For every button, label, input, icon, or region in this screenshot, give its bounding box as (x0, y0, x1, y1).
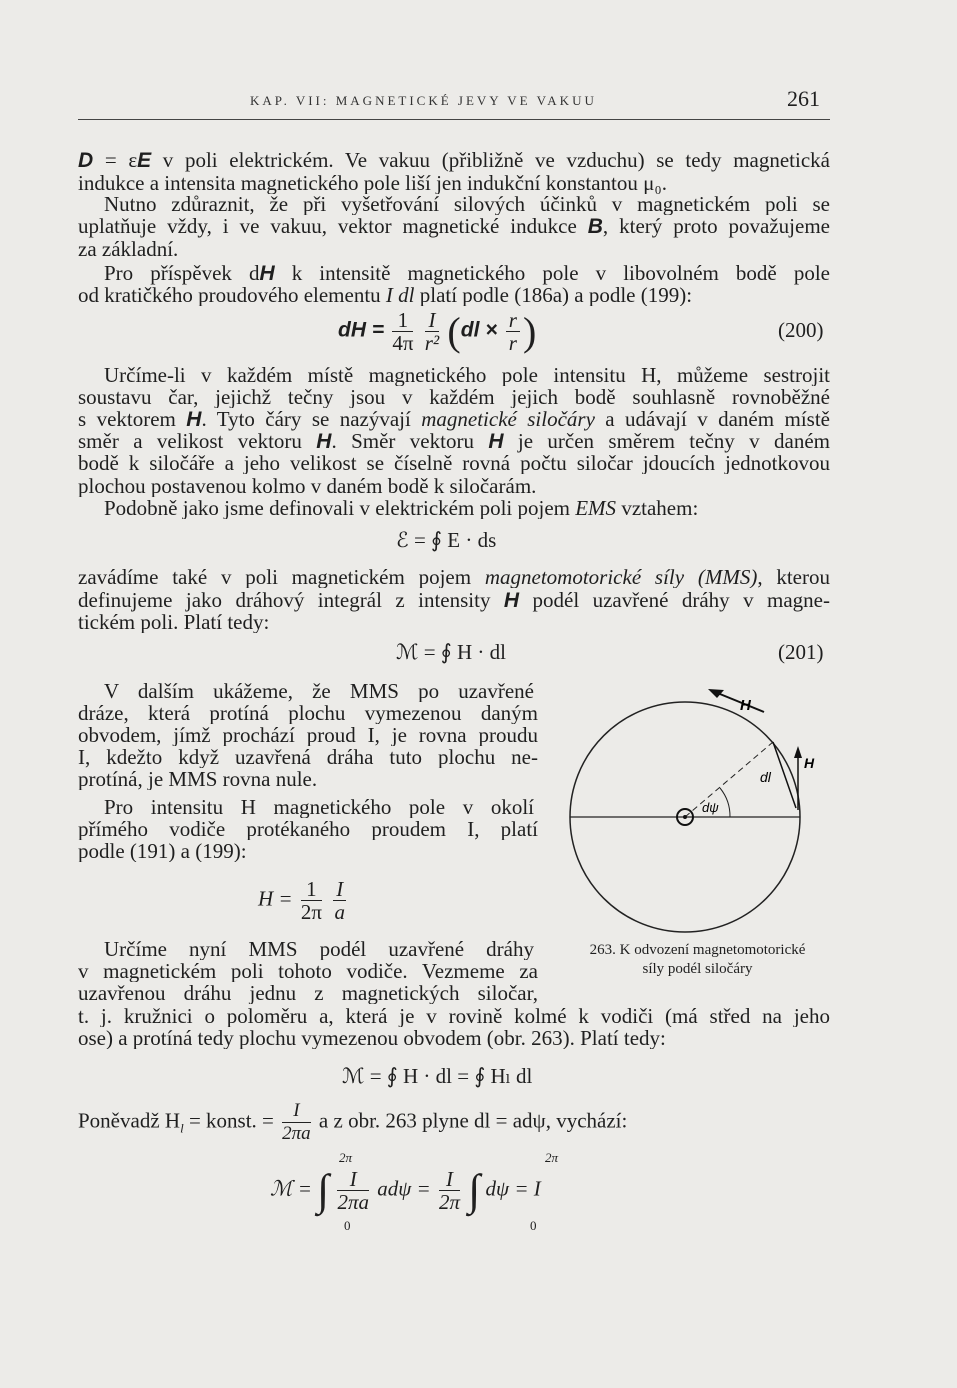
text-line: uplatňuje vždy, i ve vakuu, vektor magnetické indukce B, který proto považujeme (78, 215, 830, 238)
integral-upper-limit: 2π (545, 1150, 559, 1165)
fig-label-h: H (740, 697, 751, 714)
figure-263-diagram (560, 680, 840, 940)
text-line: definujeme jako dráhový integrál z intensity H podél uzavřené dráhy v magne- (78, 589, 830, 612)
fig-label-dl: dl (760, 769, 771, 785)
text-line: Určíme-li v každém místě magnetického pole intensitu H, můžeme sestrojit (104, 364, 830, 386)
text-line: I, kdežto když uzavřená dráha tuto plochu ne- (78, 746, 538, 768)
integral-lower-limit: 0 (344, 1218, 351, 1233)
header-rule (78, 119, 830, 120)
text-line: bodě k siločáře a jeho velikost se číselně rovná počtu siločar jdoucích jednotkovou (78, 452, 830, 474)
text-line: zavádíme také v poli magnetickém pojem magnetomotorické síly (MMS), kterou (78, 566, 830, 588)
text-line: plochou postavenou kolmo v daném bodě k siločarám. (78, 475, 537, 497)
equation-h: H = $\frac{1}{2\pi}$ $\frac{I}{a}$ (258, 877, 345, 924)
text-line: Nutno zdůraznit, že při vyšetřování silových účinků v magnetickém poli se (104, 193, 830, 215)
page-number: 261 (787, 86, 820, 111)
text-line: směr a velikost vektoru H. Směr vektoru H je určen směrem tečny v daném (78, 430, 830, 453)
text-line: v magnetickém poli tohoto vodiče. Vezmeme za (78, 960, 538, 982)
text-line: tickém poli. Platí tedy: (78, 611, 270, 633)
text-line: soustavu čar, jejichž tečny jsou v každém jejich bodě souhlasně rovnoběžné (78, 386, 830, 408)
fig-label-dpsi: dψ (702, 800, 719, 815)
equation-final: ℳ = ∫ $\frac{I}{2\pi a}$ adψ = $\frac{I}{2\pi}$ ∫ dψ = I (270, 1165, 541, 1215)
integral-upper-limit: 2π (339, 1150, 353, 1165)
running-header: KAP. VII: MAGNETICKÉ JEVY VE VAKUU (250, 93, 597, 108)
text-line: obvodem, jímž prochází proud I, je rovna proudu (78, 724, 538, 746)
text-line: indukce a intensita magnetického pole liší jen indukční konstantou μ₀. (78, 172, 667, 194)
integral-lower-limit: 0 (530, 1218, 537, 1233)
text-line: Poněvadž $H_l$ = konst. = $\frac{I}{2\pi a}$ a z obr. 263 plyne dl = adψ, vychází: (78, 1100, 628, 1144)
text-line: V dalším ukážeme, že MMS po uzavřené (104, 680, 534, 702)
text-line: Určíme nyní MMS podél uzavřené dráhy (104, 938, 534, 960)
figure-caption: 263. K odvození magnetomotorické síly podél siločáry (589, 942, 806, 977)
text-line: dráze, která protíná plochu vymezenou daným (78, 702, 538, 724)
text-line: protíná, je MMS rovna nule. (78, 768, 318, 790)
equation-200: dH = $\frac{1}{4\pi}$ $\frac{I}{\text{r²}}$ (dl × $\frac{r}{r}$ ) (338, 308, 537, 355)
text-line: uzavřenou dráhu jednu z magnetických siločar, (78, 982, 538, 1004)
text-line: D = εE v poli elektrickém. Ve vakuu (přibližně ve vzduchu) se tedy magnetická (78, 149, 830, 172)
text-line: s vektorem H. Tyto čáry se nazývají magnetické siločáry a udávají v daném místě (78, 408, 830, 431)
equation-m: ℳ = ∮ H · dl = ∮ Hₗ dl (342, 1064, 533, 1088)
text-line: Pro příspěvek dH k intensitě magnetického pole v libovolném bodě pole (104, 262, 830, 285)
equation-number: (201) (778, 640, 824, 664)
equation-ems: ℰ = ∮ E · ds (396, 528, 497, 552)
text-line: přímého vodiče protékaného proudem I, platí (78, 818, 538, 840)
text-line: Podobně jako jsme definovali v elektrickém poli pojem EMS vztahem: (104, 497, 699, 519)
angle-arc (720, 788, 730, 817)
text-line: t. j. kružnici o poloměru a, která je v rovině kolmé k vodiči (má střed na jeho (78, 1005, 830, 1027)
text-line: Pro intensitu H magnetického pole v okolí (104, 796, 534, 818)
text-line: od kratičkého proudového elementu I dl platí podle (186a) a podle (199): (78, 284, 693, 306)
text-line: ose) a protíná tedy plochu vymezenou obvodem (obr. 263). Platí tedy: (78, 1027, 666, 1049)
equation-201: ℳ = ∮ H · dl (396, 640, 506, 664)
text-line: podle (191) a (199): (78, 840, 247, 862)
fig-label-h-right: H (804, 755, 815, 771)
text-line: za základní. (78, 238, 179, 260)
equation-number: (200) (778, 318, 824, 342)
